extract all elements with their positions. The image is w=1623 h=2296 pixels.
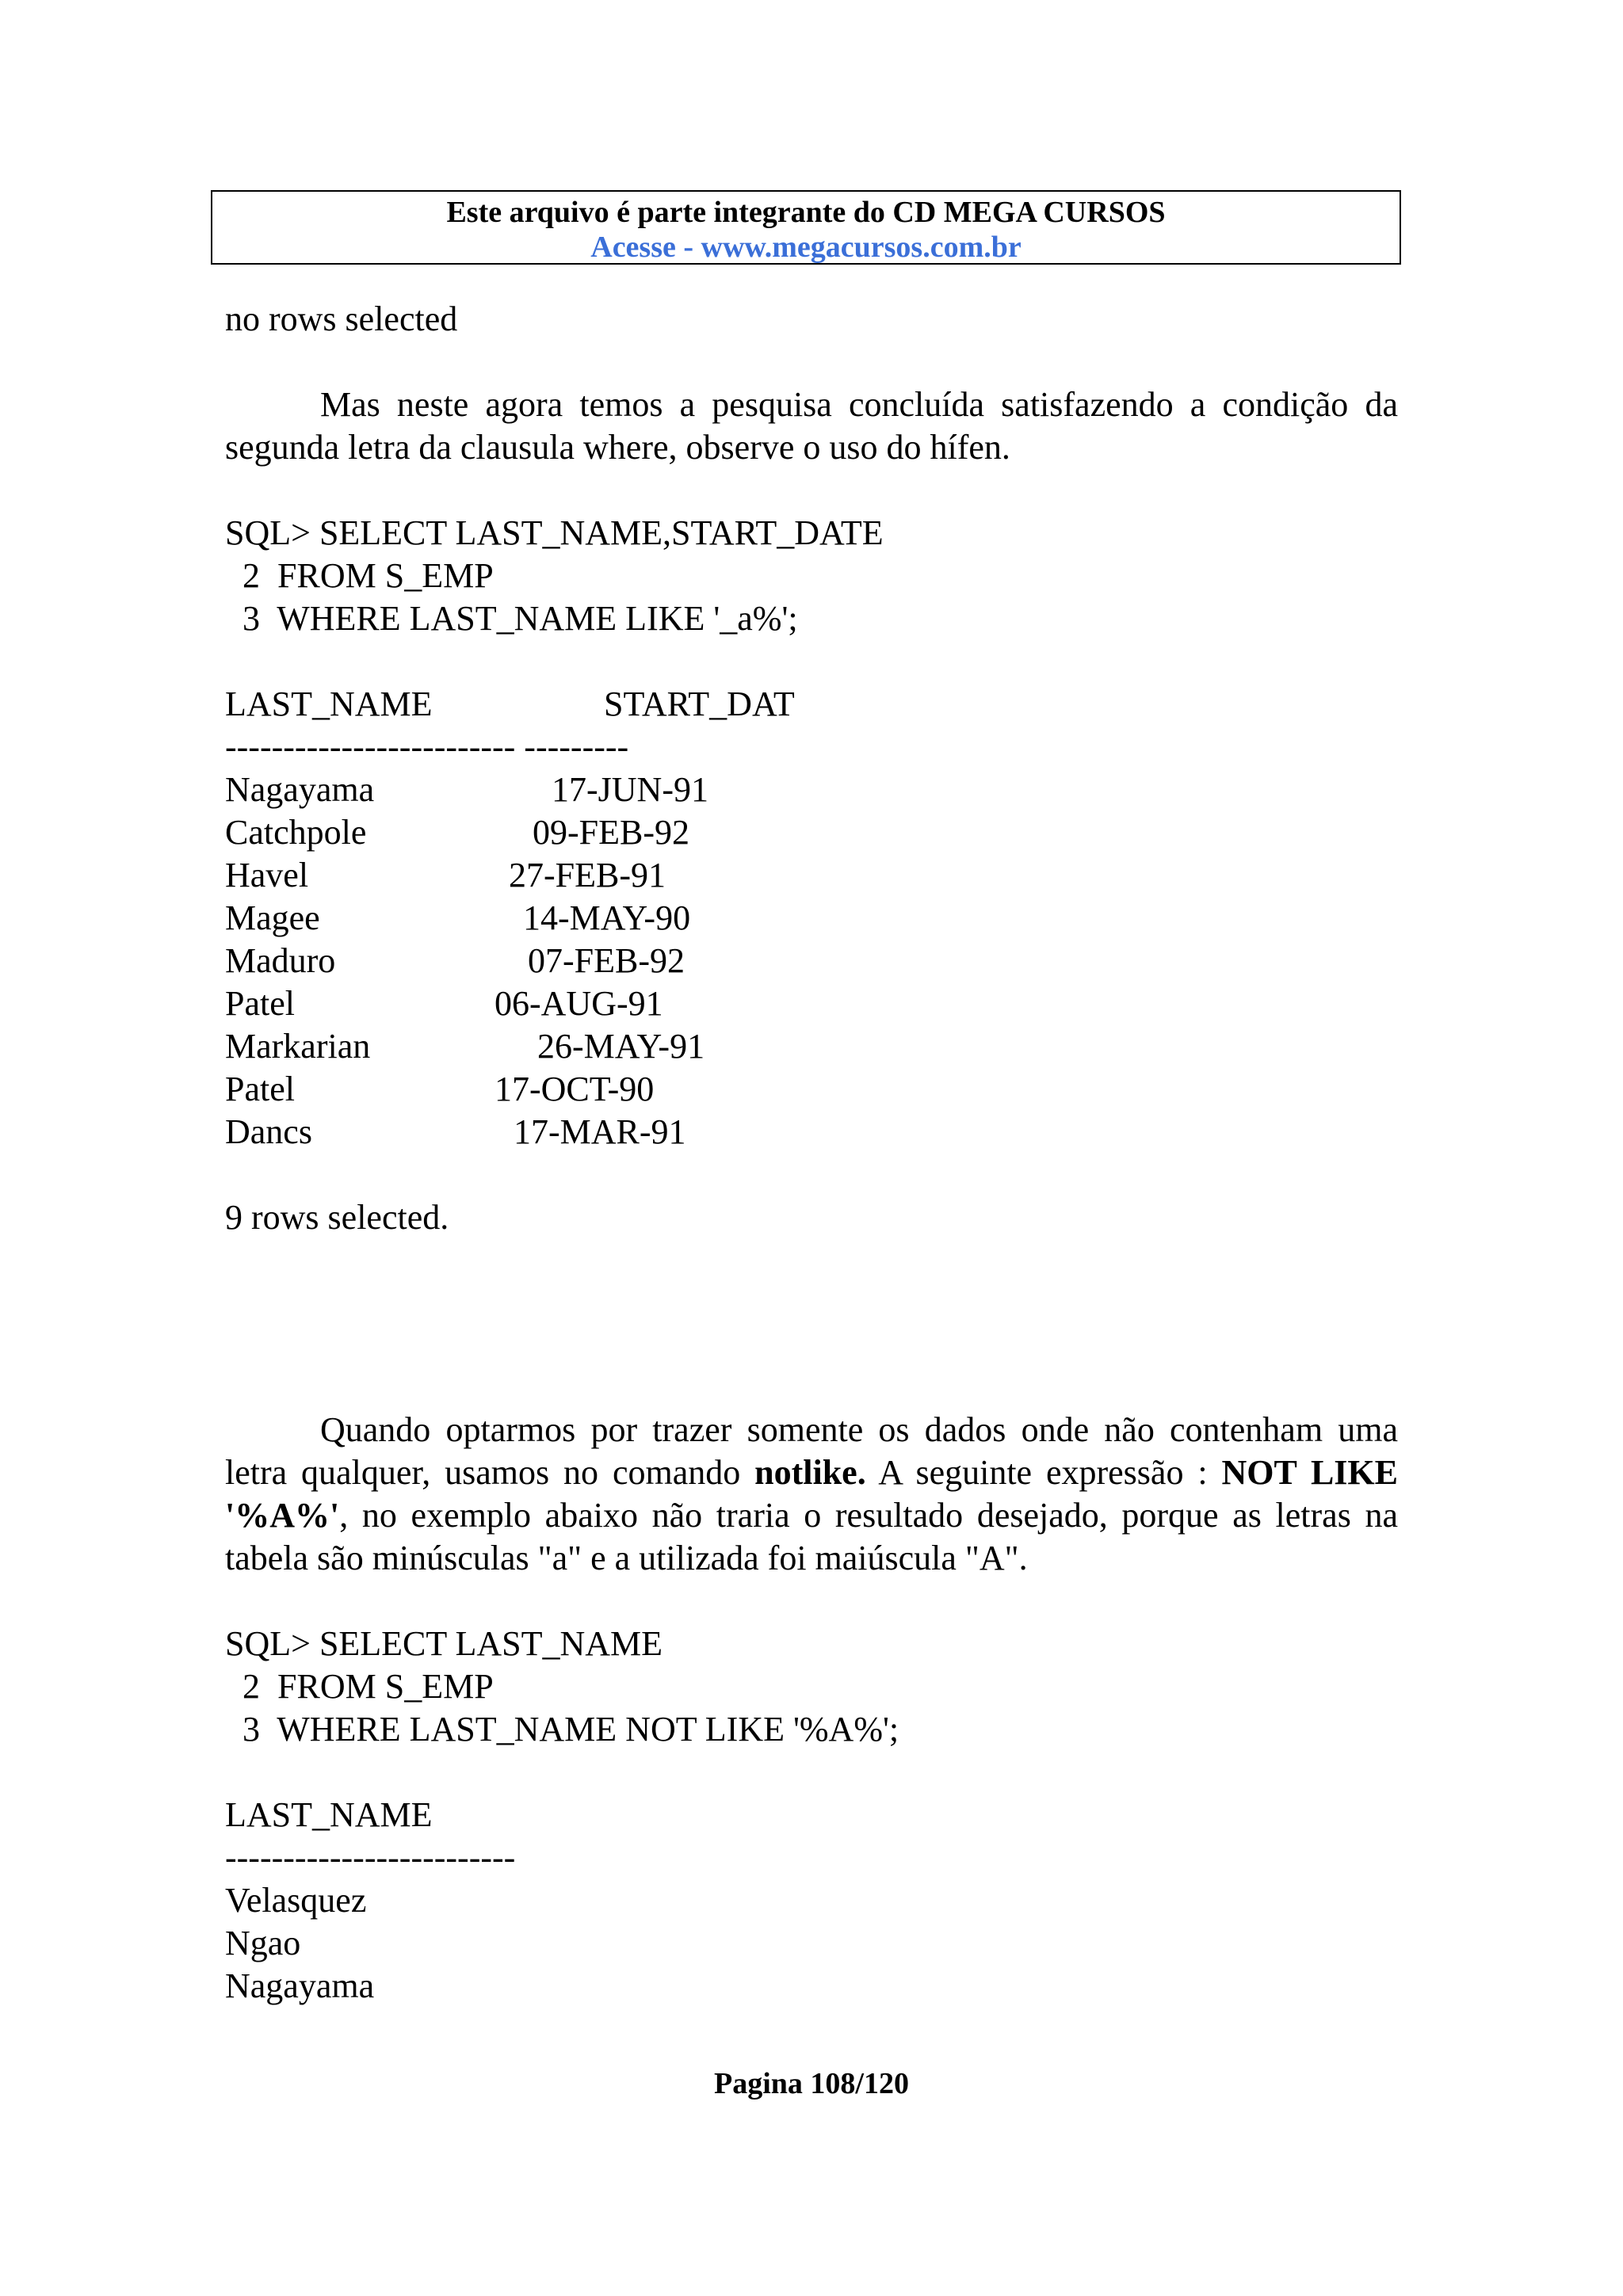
result1-row-date: 17-MAR-91 xyxy=(514,1112,686,1151)
result1-header-startdate: START_DAT xyxy=(604,685,795,723)
result2-row: Velasquez xyxy=(225,1881,367,1920)
result1-footer: 9 rows selected. xyxy=(225,1198,449,1237)
result1-row-name: Markarian xyxy=(225,1027,371,1066)
query1-line-1: SQL> SELECT LAST_NAME,START_DATE xyxy=(225,513,884,552)
page-number: Pagina 108/120 xyxy=(714,2067,909,2100)
query1-line-2: 2 FROM S_EMP xyxy=(225,556,494,595)
result1-row-date: 14-MAY-90 xyxy=(523,898,691,937)
result1-separator: ------------------------- --------- xyxy=(225,727,629,766)
no-rows-text: no rows selected xyxy=(225,299,458,338)
paragraph-2-bold-notlike: notlike. xyxy=(754,1453,866,1492)
result1-row-name: Patel xyxy=(225,1070,295,1108)
paragraph-2-text: , no exemplo abaixo não traria o resultado desejado, porque as letras na tabela são minúsculas "a" e a utilizada foi maiúscula "A". xyxy=(225,1496,1398,1577)
paragraph-2-text: A seguinte expressão : xyxy=(865,1453,1222,1492)
result1-row-date: 17-JUN-91 xyxy=(552,770,708,809)
result1-row-name: Dancs xyxy=(225,1112,312,1151)
result1-row-name: Nagayama xyxy=(225,770,375,809)
paragraph-1-text: Mas neste agora temos a pesquisa concluída satisfazendo a condição da segunda letra da clausula where, observe o uso do hífen. xyxy=(225,385,1398,467)
paragraph-2-text: Quando optarmos por trazer somente os dados onde não contenham uma letra qualquer, usamos no comando xyxy=(225,1410,1398,1492)
header-website: Acesse - www.megacursos.com.br xyxy=(590,231,1022,264)
result2-header: LAST_NAME xyxy=(225,1795,433,1834)
result1-row-name: Magee xyxy=(225,898,320,937)
result1-row-name: Catchpole xyxy=(225,813,367,852)
query1-line-3: 3 WHERE LAST_NAME LIKE '_a%'; xyxy=(225,599,798,638)
query2-line-1: SQL> SELECT LAST_NAME xyxy=(225,1624,663,1663)
header-title: Este arquivo é parte integrante do CD MEGA CURSOS xyxy=(446,196,1166,229)
result1-header-lastname: LAST_NAME xyxy=(225,685,433,723)
result2-row: Nagayama xyxy=(225,1966,375,2005)
paragraph-2 xyxy=(225,1409,1398,1580)
header-box xyxy=(211,190,1401,265)
result1-row-date: 06-AUG-91 xyxy=(495,984,663,1023)
result1-row-date: 07-FEB-92 xyxy=(528,941,685,980)
query2-line-2: 2 FROM S_EMP xyxy=(225,1667,494,1706)
result1-row-date: 17-OCT-90 xyxy=(495,1070,655,1108)
paragraph-1 xyxy=(225,383,1398,469)
paragraph-2-bold-expression: NOT LIKE '%A%' xyxy=(225,1453,1398,1535)
result1-row-date: 27-FEB-91 xyxy=(509,856,666,894)
result1-row-date: 09-FEB-92 xyxy=(533,813,689,852)
result1-row-name: Maduro xyxy=(225,941,336,980)
result1-row-date: 26-MAY-91 xyxy=(537,1027,705,1066)
result2-separator: ------------------------- xyxy=(225,1838,516,1877)
query2-line-3: 3 WHERE LAST_NAME NOT LIKE '%A%'; xyxy=(225,1710,899,1749)
result1-row-name: Patel xyxy=(225,984,295,1023)
result2-row: Ngao xyxy=(225,1924,301,1962)
result1-row-name: Havel xyxy=(225,856,309,894)
